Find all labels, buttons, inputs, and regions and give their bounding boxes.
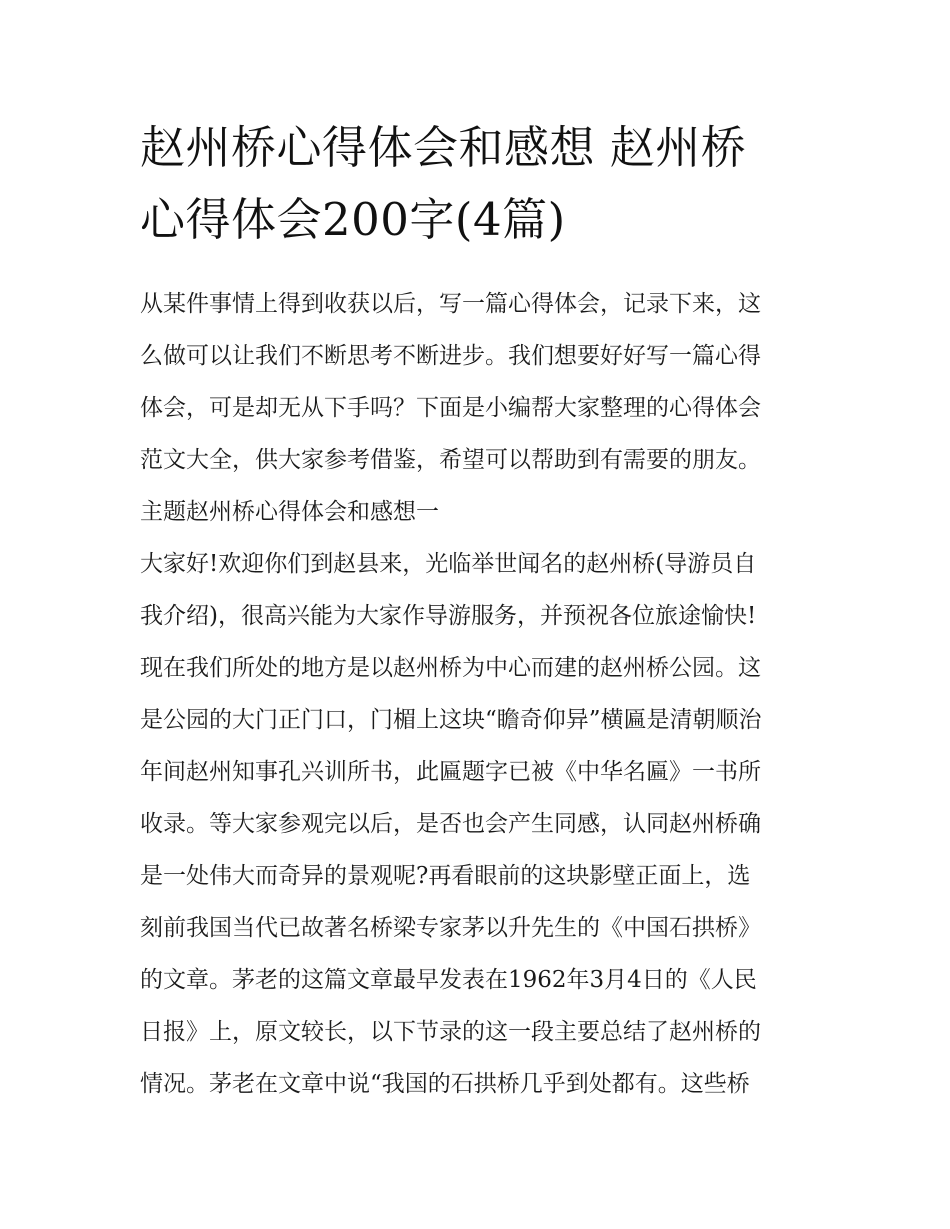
text-line: 刻前我国当代已故著名桥梁专家茅以升先生的《中国石拱桥》 <box>140 915 761 941</box>
title-line: 心得体会200字(4篇) <box>140 193 566 246</box>
text-line: 收录。等大家参观完以后，是否也会产生同感，认同赵州桥确 <box>140 811 761 837</box>
document-content <box>140 112 812 1110</box>
section-heading: 主题赵州桥心得体会和感想一 <box>140 499 439 525</box>
intro-paragraph <box>140 278 812 486</box>
text-line: 是一处伟大而奇异的景观呢?再看眼前的这块影壁正面上，选 <box>140 863 751 889</box>
text-line: 我介绍)，很高兴能为大家作导游服务，并预祝各位旅途愉快! <box>140 603 757 629</box>
text-line: 么做可以让我们不断思考不断进步。我们想要好好写一篇心得 <box>140 343 761 369</box>
text-line: 的文章。茅老的这篇文章最早发表在1962年3月4日的《人民 <box>140 967 757 993</box>
text-line: 情况。茅老在文章中说“我国的石拱桥几乎到处都有。这些桥 <box>140 1071 750 1097</box>
text-line: 从某件事情上得到收获以后，写一篇心得体会，记录下来，这 <box>140 291 761 317</box>
text-line: 现在我们所处的地方是以赵州桥为中心而建的赵州桥公园。这 <box>140 655 761 681</box>
text-line: 体会，可是却无从下手吗？下面是小编帮大家整理的心得体会 <box>140 395 761 421</box>
text-line: 年间赵州知事孔兴训所书，此匾题字已被《中华名匾》一书所 <box>140 759 761 785</box>
title-line: 赵州桥心得体会和感想 赵州桥 <box>140 121 747 174</box>
body-paragraph <box>140 538 812 1110</box>
text-line: 日报》上，原文较长，以下节录的这一段主要总结了赵州桥的 <box>140 1019 761 1045</box>
text-line: 大家好!欢迎你们到赵县来，光临举世闻名的赵州桥(导游员自 <box>140 551 757 577</box>
text-line: 是公园的大门正门口，门楣上这块“瞻奇仰异”横匾是清朝顺治 <box>140 707 762 733</box>
text-line: 范文大全，供大家参考借鉴，希望可以帮助到有需要的朋友。 <box>140 447 761 473</box>
document-title <box>140 112 812 256</box>
